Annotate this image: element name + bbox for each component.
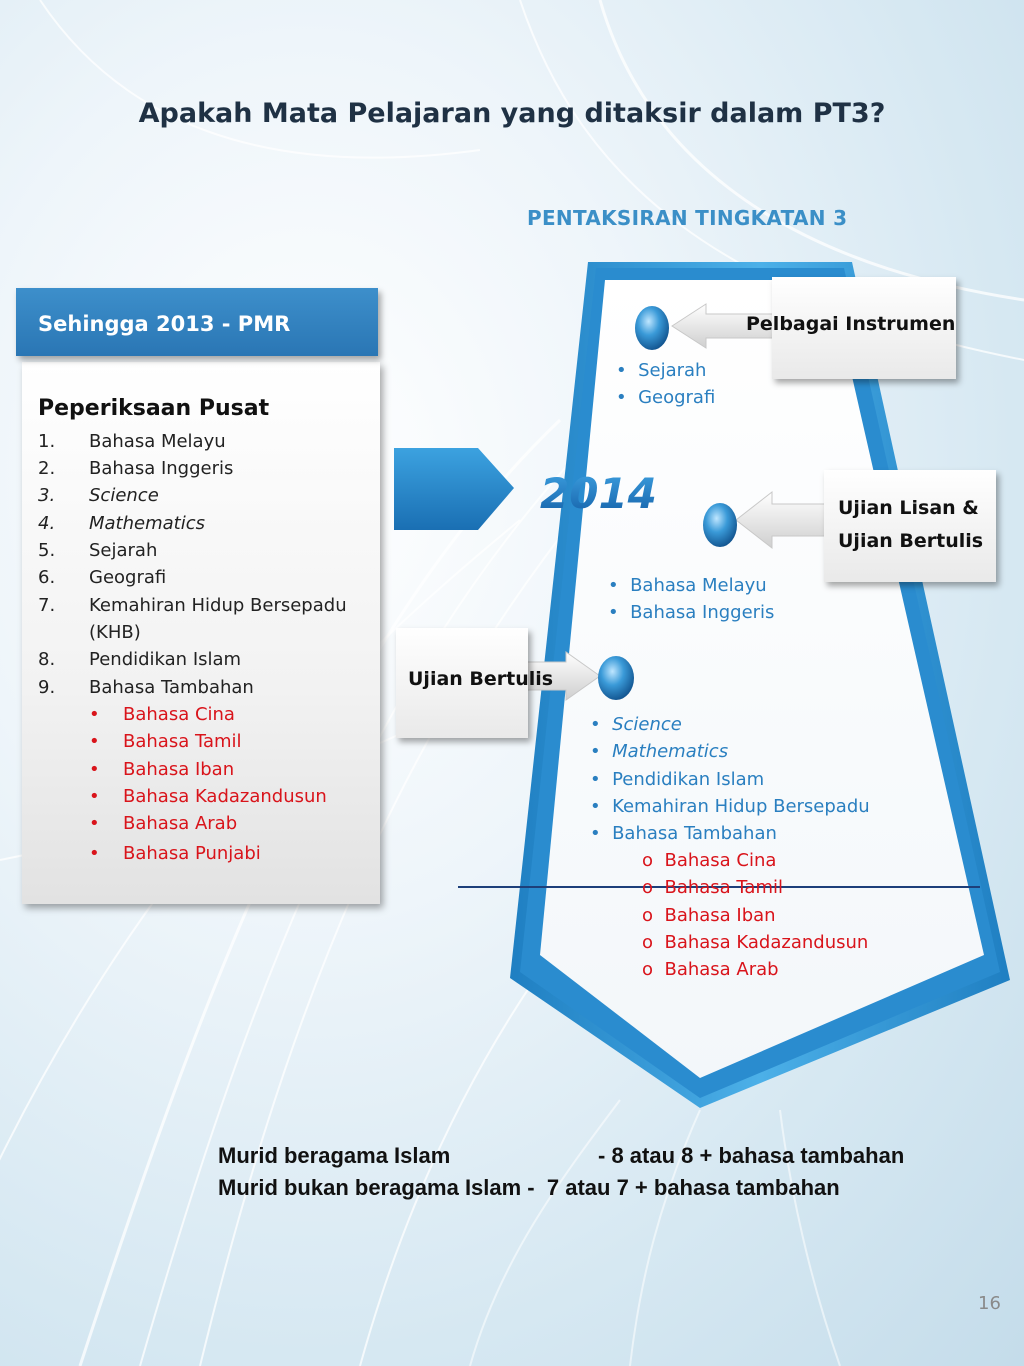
pmr-header: Sehingga 2013 - PMR — [16, 288, 378, 356]
callout-bertulis-label: Ujian Bertulis — [408, 668, 554, 690]
list-item: • Kemahiran Hidup Bersepadu — [590, 795, 870, 817]
callout-ujian-lisan — [824, 470, 996, 582]
list-item: • Bahasa Kadazandusun — [89, 786, 327, 807]
callout-ujian-bertulis — [396, 628, 554, 738]
footer-line-2: Murid bukan beragama Islam - 7 atau 7 + bahasa tambahan — [218, 1175, 840, 1200]
marker-ball-bertulis — [598, 656, 634, 700]
callout-lisan-line2: Ujian Bertulis — [838, 530, 984, 552]
list-item: • Geografi — [616, 387, 716, 408]
list-item: • Science — [590, 714, 682, 735]
pelbagai-subject-list — [616, 357, 715, 411]
list-item: o Bahasa Iban — [642, 904, 776, 926]
list-item: • Bahasa Punjabi — [89, 843, 261, 864]
bertulis-language-list — [642, 847, 868, 983]
list-item: • Pendidikan Islam — [590, 768, 765, 790]
list-item: • Sejarah — [616, 360, 707, 381]
list-item: • Mathematics — [590, 741, 729, 763]
list-item: • Bahasa Inggeris — [608, 602, 775, 623]
callout-lisan-line1: Ujian Lisan & — [838, 497, 979, 519]
list-item: • Bahasa Arab — [89, 813, 238, 834]
list-item: o Bahasa Cina — [642, 850, 777, 871]
marker-ball-pelbagai — [635, 306, 669, 350]
list-item: • Bahasa Iban — [89, 759, 235, 780]
list-item: • Bahasa Melayu — [608, 575, 767, 596]
list-item: o Bahasa Arab — [642, 959, 779, 981]
list-item: o Bahasa Tamil — [642, 877, 783, 899]
page-number: 16 — [978, 1293, 1001, 1314]
footer-line-1: Murid beragama Islam - 8 atau 8 + bahasa tambahan — [218, 1143, 905, 1168]
callout-pelbagai-instrumen — [746, 277, 956, 379]
marker-ball-lisan — [703, 503, 737, 547]
callout-pelbagai-label: Pelbagai Instrumen — [746, 313, 956, 335]
lisan-subject-list — [608, 572, 774, 626]
pmr-subtitle: Peperiksaan Pusat — [38, 396, 270, 421]
list-item: • Bahasa Tamil — [89, 731, 242, 752]
list-item: • Bahasa Tambahan — [590, 823, 777, 845]
list-item: • Bahasa Cina — [89, 704, 235, 725]
section-subheading: PENTAKSIRAN TINGKATAN 3 — [527, 206, 848, 230]
list-item: o Bahasa Kadazandusun — [642, 931, 869, 953]
bertulis-subject-list — [590, 711, 870, 847]
page-title: Apakah Mata Pelajaran yang ditaksir dalam PT3? — [138, 98, 886, 129]
year-text: 2014 — [540, 469, 657, 518]
